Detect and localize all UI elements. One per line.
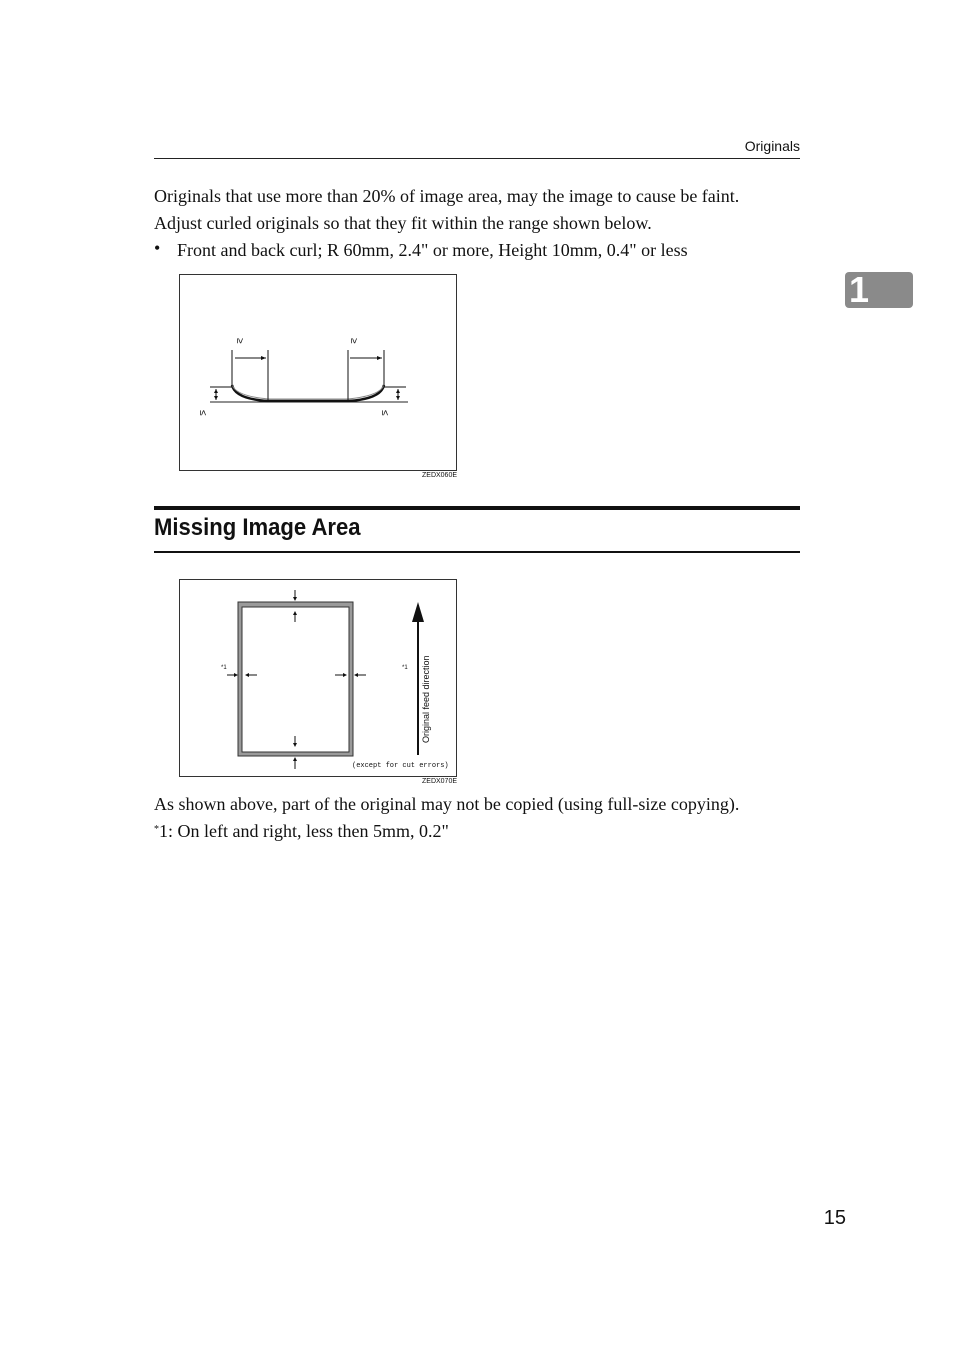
body-paragraph: As shown above, part of the original may not be copied (using full-size copying). (154, 794, 740, 814)
curl-diagram-graphic (180, 275, 456, 470)
missing-area-graphic (180, 580, 456, 776)
section-title: Missing Image Area (154, 514, 361, 541)
lte-symbol-right: ≤ (379, 410, 390, 416)
footnote-mark: * (154, 824, 159, 835)
lte-symbol-left: ≤ (197, 410, 208, 416)
footnote-text: 1: On left and right, less then 5mm, 0.2" (159, 821, 449, 841)
section-rule-bottom (154, 551, 800, 553)
figure-1-code: ZEDX060E (422, 472, 458, 479)
running-header: Originals (744, 138, 800, 154)
intro-line-1: Originals that use more than 20% of image area, may the image to cause be faint. (154, 186, 740, 206)
chapter-tab (845, 269, 913, 310)
page-number: 15 (823, 1207, 846, 1229)
bullet-marker: • (154, 238, 161, 258)
bullet-text: Front and back curl; R 60mm, 2.4" or more, Height 10mm, 0.4" or less (177, 240, 688, 260)
gte-symbol-right: ≥ (348, 338, 359, 344)
curl-diagram (179, 274, 457, 471)
figure-2-code: ZEDX070E (422, 778, 458, 785)
section-rule-top (154, 506, 800, 510)
footnote (154, 818, 449, 845)
cut-errors-note: (except for cut errors) (352, 762, 449, 770)
chapter-number: 1 (849, 269, 870, 310)
intro-line-2: Adjust curled originals so that they fit within the range shown below. (154, 213, 652, 233)
missing-area-diagram (179, 579, 457, 777)
header-rule (154, 158, 800, 159)
marker-right: *1 (402, 665, 408, 671)
feed-direction-label: Original feed direction (421, 655, 431, 743)
gte-symbol-left: ≥ (234, 338, 245, 344)
marker-left: *1 (221, 665, 227, 671)
